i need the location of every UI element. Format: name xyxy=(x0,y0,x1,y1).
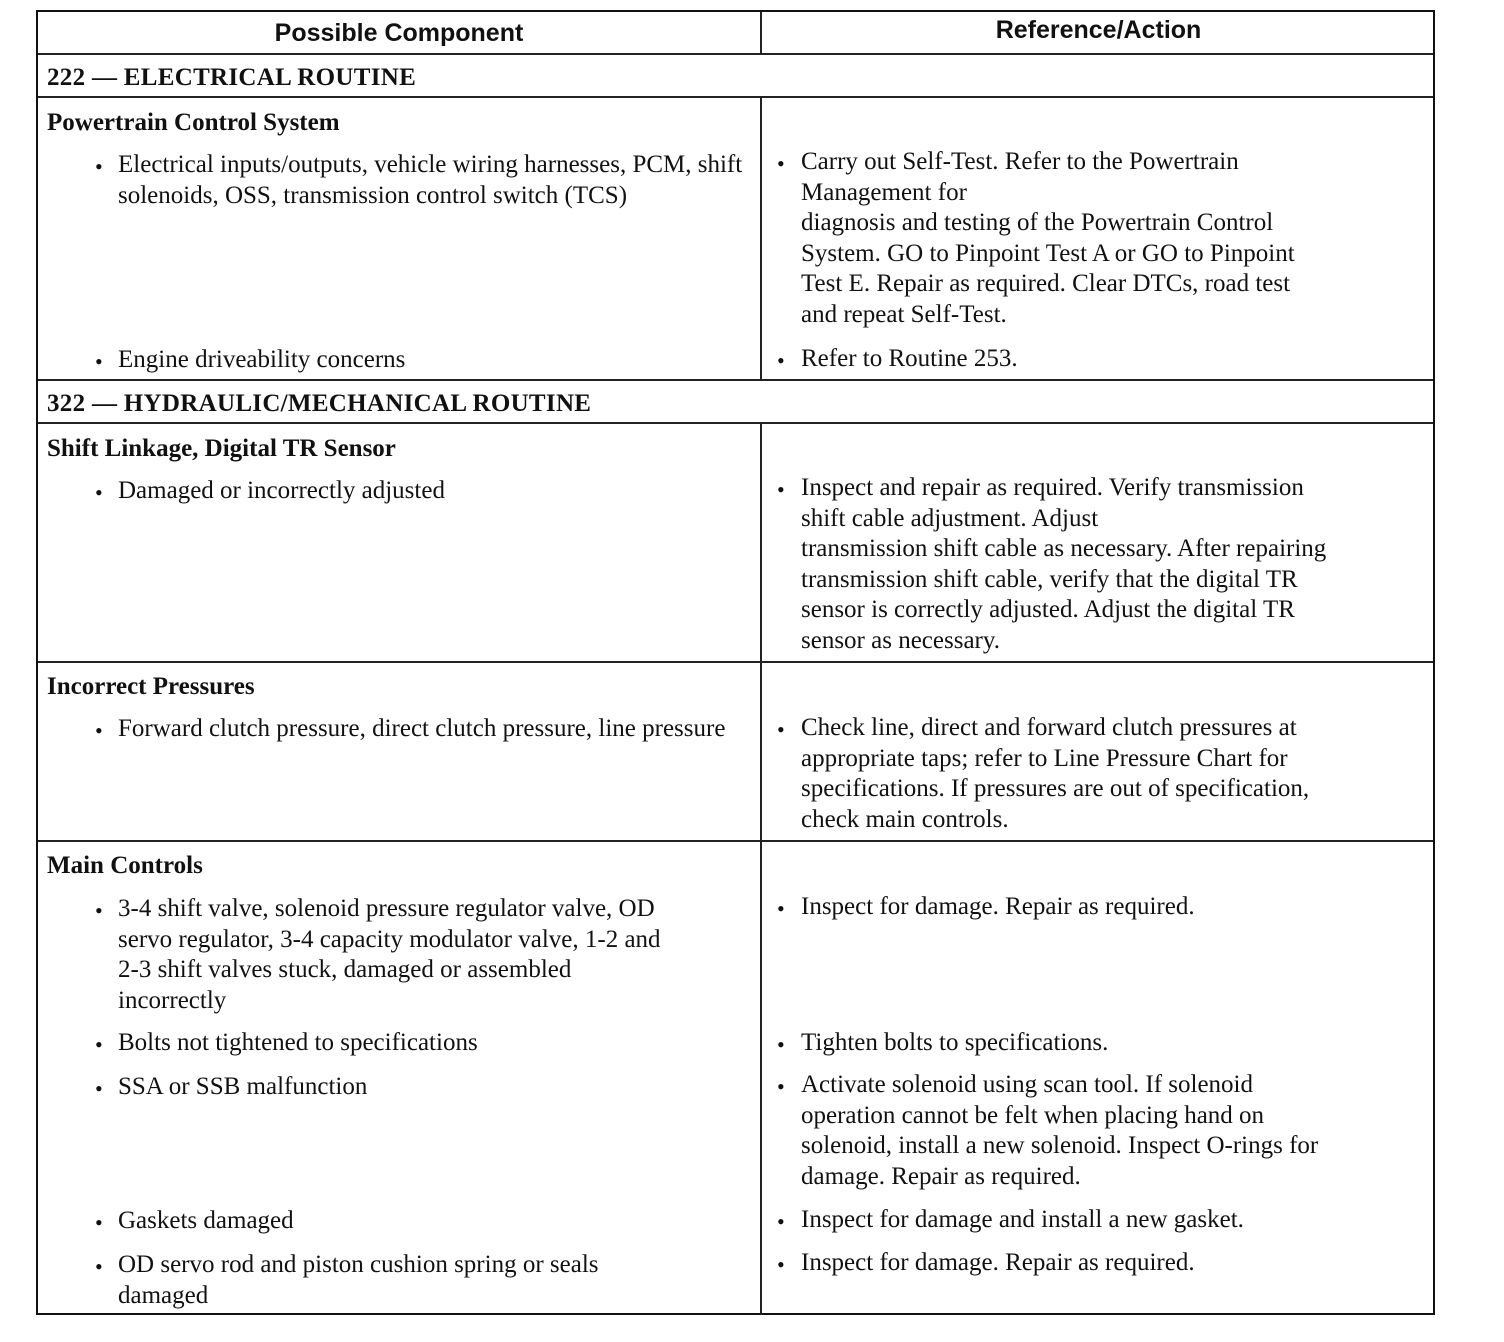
column-divider xyxy=(760,96,762,379)
group-divider xyxy=(38,840,1433,842)
bullet: • xyxy=(95,898,103,923)
group-title: Incorrect Pressures xyxy=(47,673,255,700)
group-title: Shift Linkage, Digital TR Sensor xyxy=(47,435,396,462)
bullet: • xyxy=(95,1076,103,1101)
bullet: • xyxy=(95,1254,103,1279)
diagnosis-table xyxy=(36,10,1435,1315)
section-divider xyxy=(38,379,1433,381)
component-text: Electrical inputs/outputs, vehicle wiring harnesses, PCM, shift solenoids, OSS, transmission control switch (TCS) xyxy=(118,151,743,209)
bullet: • xyxy=(777,717,785,742)
bullet: • xyxy=(777,151,785,176)
component-text: Gaskets damaged xyxy=(118,1207,294,1234)
action-text: Activate solenoid using scan tool. If solenoid operation cannot be felt when placing hand on solenoid, install a new solenoid. Inspect O-rings for damage. Repair as required. xyxy=(801,1071,1319,1190)
group-title: Main Controls xyxy=(47,852,203,879)
group-title: Powertrain Control System xyxy=(47,109,340,136)
action-text: Refer to Routine 253. xyxy=(801,345,1018,372)
bullet: • xyxy=(777,1074,785,1099)
action-text: Inspect for damage and install a new gasket. xyxy=(801,1206,1244,1233)
action-text: Inspect for damage. Repair as required. xyxy=(801,1249,1195,1276)
bullet: • xyxy=(777,896,785,921)
bullet: • xyxy=(777,1209,785,1234)
action-text: Inspect for damage. Repair as required. xyxy=(801,893,1195,920)
action-text: Tighten bolts to specifications. xyxy=(801,1029,1109,1056)
component-text: 3-4 shift valve, solenoid pressure regulator valve, OD servo regulator, 3-4 capacity modulator valve, 1-2 and 2-3 shift valves stuck, damaged or assembled incorrectly xyxy=(118,895,661,1014)
section-title: 322 — HYDRAULIC/MECHANICAL ROUTINE xyxy=(47,390,592,417)
bullet: • xyxy=(95,154,103,179)
bullet: • xyxy=(95,1210,103,1235)
section-divider xyxy=(38,422,1433,424)
column-header-component: Possible Component xyxy=(274,19,524,47)
column-divider xyxy=(760,422,762,1315)
bullet: • xyxy=(777,1032,785,1057)
component-text: Forward clutch pressure, direct clutch pressure, line pressure xyxy=(118,715,726,742)
component-text: Engine driveability concerns xyxy=(118,346,406,373)
bullet: • xyxy=(777,477,785,502)
component-text: SSA or SSB malfunction xyxy=(118,1073,368,1100)
bullet: • xyxy=(95,718,103,743)
component-text: Bolts not tightened to specifications xyxy=(118,1029,478,1056)
bullet: • xyxy=(777,1252,785,1277)
bullet: • xyxy=(95,480,103,505)
component-text: Damaged or incorrectly adjusted xyxy=(118,477,445,504)
action-text: Carry out Self-Test. Refer to the Powertrain Management for diagnosis and testing of the Powertrain Control System. GO to Pinpoint Test A or GO to Pinpoint Test E. Repair as required. Clear DTCs, road test and repeat Self-Test. xyxy=(801,148,1295,328)
bullet: • xyxy=(777,348,785,373)
group-divider xyxy=(38,661,1433,663)
header-divider xyxy=(38,53,1433,55)
action-text: Inspect and repair as required. Verify transmission shift cable adjustment. Adjust transmission shift cable as necessary. After repairing transmission shift cable, verify that the digital TR sensor is correctly adjusted. Adjust the digital TR sensor as necessary. xyxy=(801,474,1327,654)
section-divider xyxy=(38,96,1433,98)
component-text: OD servo rod and piston cushion spring or seals damaged xyxy=(118,1251,599,1309)
section-title: 222 — ELECTRICAL ROUTINE xyxy=(47,64,417,91)
bullet: • xyxy=(95,349,103,374)
column-header-action: Reference/Action xyxy=(995,16,1202,44)
bullet: • xyxy=(95,1032,103,1057)
action-text: Check line, direct and forward clutch pressures at appropriate taps; refer to Line Pressure Chart for specifications. If pressures are out of specification, check main controls. xyxy=(801,714,1310,833)
